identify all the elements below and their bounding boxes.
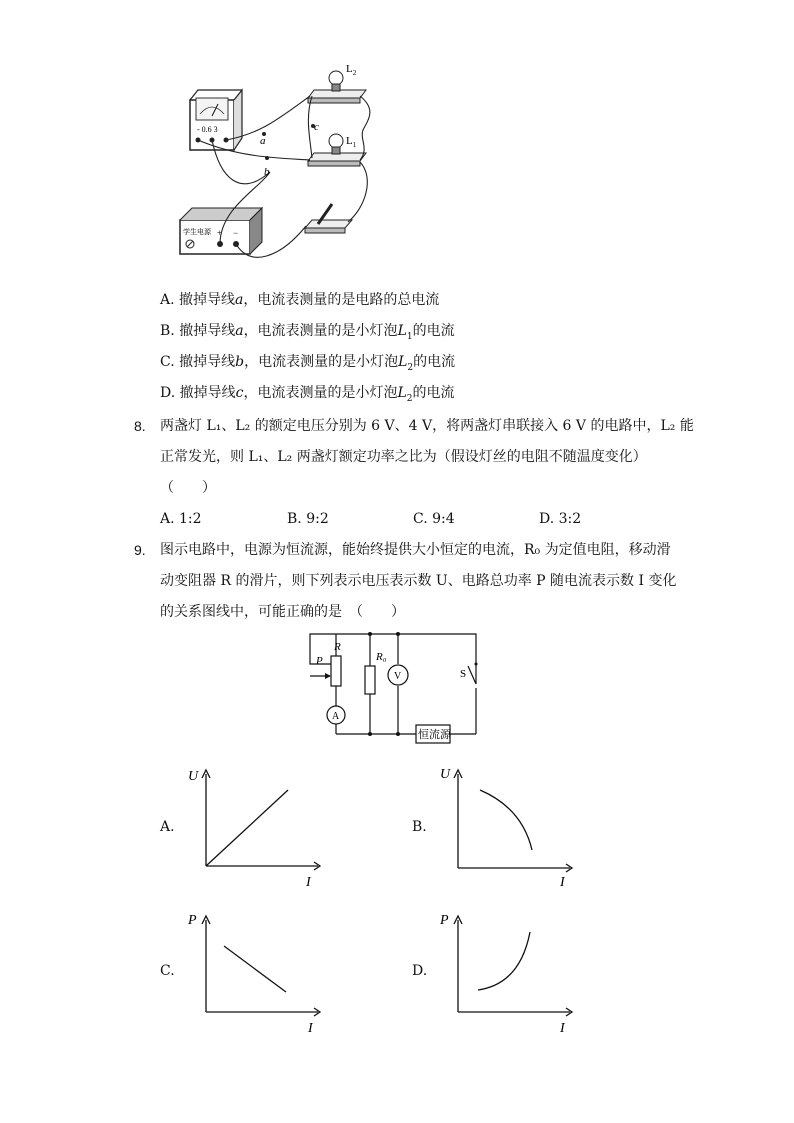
graph-a-line — [206, 790, 288, 866]
q9-graph-b[interactable] — [432, 762, 582, 892]
q9-number: 9. — [134, 542, 146, 558]
svg-text:R₀: R₀ — [376, 651, 387, 663]
wire-c-label: c — [314, 121, 319, 133]
q7-option-d[interactable]: D. 撤掉导线c，电流表测量的是小灯泡$L_2$的电流 — [160, 385, 455, 404]
q8-answer-blank: （ ） — [160, 480, 216, 496]
q9-graph-c[interactable] — [180, 908, 330, 1038]
svg-text:V: V — [394, 671, 402, 682]
q7-circuit-figure — [160, 58, 400, 273]
resistor-r0 — [365, 666, 375, 694]
label-r: R — [334, 641, 341, 653]
lamp-l2 — [308, 63, 366, 103]
svg-text:恒流源: 恒流源 — [418, 728, 451, 741]
knife-switch — [305, 204, 352, 233]
q8-number: 8. — [134, 418, 146, 434]
lamp-l1-label: $L_1$ — [346, 135, 357, 149]
lamp-l2-label: $L_2$ — [346, 63, 357, 77]
q9-graph-a[interactable] — [180, 762, 330, 892]
q9-option-b-letter[interactable]: B. — [412, 819, 427, 835]
q8-option-d[interactable]: D. 3:2 — [539, 511, 582, 527]
rheostat-r — [331, 656, 341, 686]
q7-option-a[interactable]: A. 撤掉导线a，电流表测量的是电路的总电流 — [160, 292, 440, 308]
q8-option-c[interactable]: C. 9:4 — [413, 511, 455, 527]
svg-text:学生电源: 学生电源 — [183, 228, 211, 236]
q8-stem-line2: 正常发光，则 L₁、L₂ 两盏灯额定功率之比为（假设灯丝的电阻不随温度变化） — [160, 449, 647, 465]
q9-option-a-letter[interactable]: A. — [160, 819, 175, 835]
lamp-l1 — [308, 134, 366, 166]
svg-text:+: + — [217, 228, 223, 238]
q7-option-c[interactable]: C. 撤掉导线b，电流表测量的是小灯泡$L_2$的电流 — [160, 354, 456, 373]
ammeter-scale-label: - 0.6 3 — [197, 125, 218, 134]
svg-text:−: − — [233, 228, 239, 238]
q9-stem-line1: 图示电路中，电源为恒流源，能始终提供大小恒定的电流，R₀ 为定值电阻，移动滑 — [160, 542, 671, 558]
svg-text:U: U — [440, 767, 451, 782]
student-power-supply — [180, 208, 262, 254]
svg-text:U: U — [188, 769, 199, 784]
svg-text:I: I — [560, 1021, 565, 1036]
q7-option-b[interactable]: B. 撤掉导线a，电流表测量的是小灯泡$L_1$的电流 — [160, 323, 455, 342]
q9-option-c-letter[interactable]: C. — [160, 963, 175, 979]
wire-a-label: a — [260, 135, 266, 147]
svg-text:I: I — [560, 875, 565, 890]
label-p: P — [316, 655, 323, 667]
q9-stem-line3: 的关系图线中，可能正确的是 （ ） — [160, 604, 405, 620]
svg-text:I: I — [306, 875, 311, 890]
ammeter — [190, 90, 242, 150]
wire-b-label: b — [264, 166, 270, 178]
q9-stem-line2: 动变阻器 R 的滑片，则下列表示电压表示数 U、电路总功率 P 随电流表示数 I 变化 — [160, 573, 677, 589]
svg-text:P: P — [188, 913, 197, 928]
q9-circuit-diagram — [300, 628, 490, 748]
graph-d-curve — [478, 932, 530, 990]
q8-option-a[interactable]: A. 1:2 — [160, 511, 202, 527]
graph-c-line — [224, 946, 286, 992]
q9-option-d-letter[interactable]: D. — [412, 963, 428, 979]
svg-text:I: I — [308, 1021, 313, 1036]
switch-s-label: S — [460, 668, 467, 680]
q8-stem-line1: 两盏灯 L₁、L₂ 的额定电压分别为 6 V、4 V，将两盏灯串联接入 6 V 的电路中，L₂ 能 — [160, 418, 694, 434]
q8-option-b[interactable]: B. 9:2 — [287, 511, 329, 527]
graph-b-curve — [480, 790, 532, 850]
svg-text:P: P — [440, 913, 449, 928]
q9-graph-d[interactable] — [432, 908, 582, 1038]
svg-text:A: A — [332, 711, 340, 722]
